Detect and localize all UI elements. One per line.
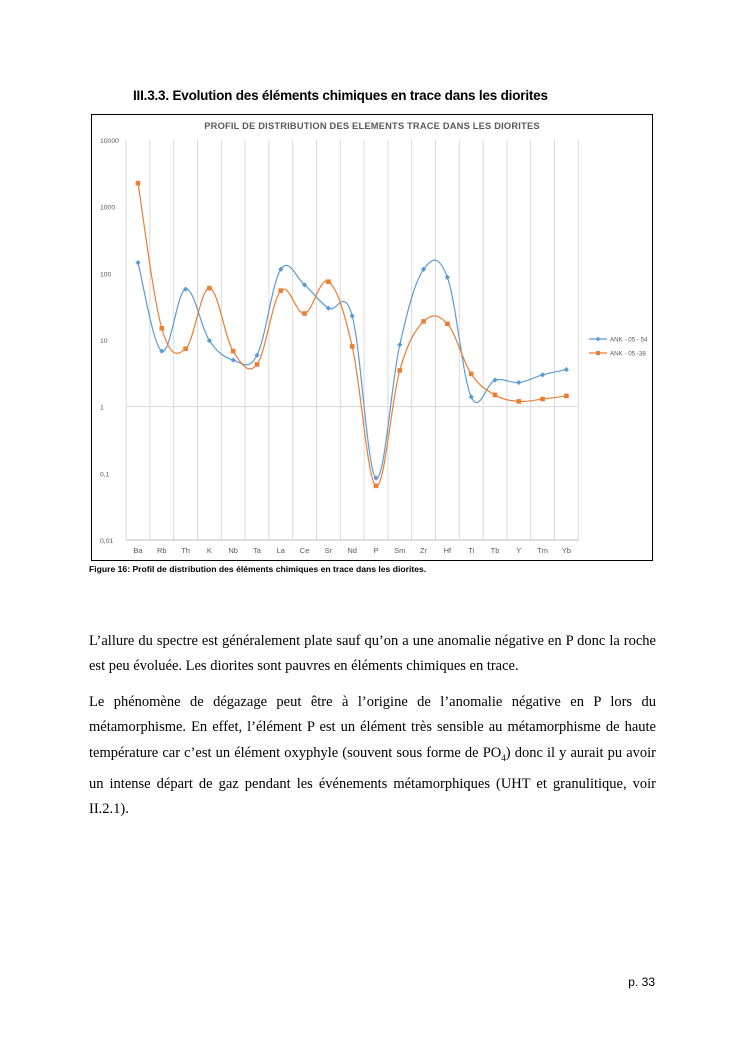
trace-element-chart	[91, 114, 653, 561]
chart-title: PROFIL DE DISTRIBUTION DES ELEMENTS TRACE DANS LES DIORITES	[204, 121, 540, 131]
y-tick-label: 10000	[100, 138, 119, 145]
series-2-point	[136, 181, 141, 186]
series-1-point	[350, 313, 355, 318]
series-1-point	[397, 342, 402, 347]
x-tick-label: La	[276, 546, 285, 555]
paragraph-2-part-a: Le phénomène de dégazage peut être à l’origine de l’anomalie négative en P lors du métamorphisme. En effet, l’élément P est un élément très sensible au métamorphisme de haute température car c’est un élément oxyphyle (souvent sous forme de PO	[89, 693, 656, 761]
series-2-point	[207, 286, 212, 291]
series-1-point	[469, 394, 474, 399]
series-2-point	[231, 349, 236, 354]
x-tick-label: Tm	[537, 546, 549, 555]
y-tick-label: 0,1	[100, 471, 110, 479]
series-1-point	[135, 260, 140, 265]
series-1-point	[564, 367, 569, 372]
paragraph-2-part-b: ) donc il y aurait pu avoir un intense départ de gaz pendant les événements métamorphiques (UHT et granulitique, voir II.2.1).	[89, 744, 657, 818]
series-2-point	[279, 288, 284, 293]
series-2-point	[493, 393, 498, 398]
series-2-point	[398, 368, 403, 373]
series-2-point	[326, 279, 331, 284]
x-tick-label: Yb	[561, 546, 571, 555]
legend-marker-2	[596, 351, 600, 355]
x-tick-label: P	[373, 546, 379, 555]
figure-caption: Figure 16: Profil de distribution des éléments chimiques en trace dans les diorites.	[89, 564, 427, 574]
series-2-point	[517, 399, 522, 404]
x-tick-label: Nb	[228, 546, 238, 555]
y-tick-label: 1	[100, 404, 104, 412]
series-1-point	[516, 380, 521, 385]
x-tick-label: Sm	[394, 546, 406, 555]
series-2-point	[564, 394, 569, 399]
series-2-point	[445, 321, 450, 326]
series-2-point	[421, 319, 426, 324]
x-tick-label: Ti	[468, 546, 475, 555]
paragraph-1: L’allure du spectre est généralement plate sauf qu’on a une anomalie négative en P donc la roche est peu évoluée. Les diorites sont pauvres en éléments chimiques en trace.	[89, 632, 656, 675]
x-tick-label: Zr	[420, 546, 428, 555]
legend-label-2: ANK - 05 -38	[610, 350, 646, 358]
chart-canvas	[92, 115, 652, 560]
paragraph-2-subscript: 4	[501, 752, 506, 763]
series-1-point	[540, 372, 545, 377]
legend-marker-1	[596, 337, 601, 342]
series-1-point	[231, 357, 236, 362]
x-tick-label: K	[206, 546, 212, 555]
section-heading: III.3.3. Evolution des éléments chimiques en trace dans les diorites	[133, 88, 548, 103]
series-2-point	[160, 326, 165, 331]
x-tick-label: Sr	[324, 546, 333, 555]
x-tick-label: Ta	[253, 546, 261, 555]
y-tick-label: 0,01	[100, 538, 114, 545]
series-2-point	[183, 346, 188, 351]
x-tick-label: Tb	[490, 546, 500, 555]
x-tick-label: Ba	[133, 546, 143, 555]
x-tick-label: Nd	[347, 546, 357, 555]
y-tick-label: 1000	[100, 204, 116, 212]
series-line-1	[138, 260, 566, 478]
series-2-point	[540, 397, 545, 402]
x-tick-label: Y	[516, 546, 522, 555]
y-tick-label: 10	[100, 338, 108, 345]
series-2-point	[255, 362, 260, 367]
series-1-point	[254, 353, 259, 358]
series-2-point	[469, 372, 474, 377]
series-2-point	[350, 344, 355, 349]
x-tick-label: Th	[181, 546, 190, 555]
page-number: p. 33	[628, 975, 655, 989]
y-tick-label: 100	[100, 271, 112, 279]
series-line-2	[138, 183, 566, 486]
x-tick-label: Hf	[443, 546, 452, 555]
x-tick-label: Rb	[157, 546, 167, 555]
legend-label-1: ANK - 05 - 54	[610, 336, 648, 344]
series-2-point	[374, 484, 379, 489]
x-tick-label: Ce	[299, 546, 310, 555]
series-1-point	[445, 275, 450, 280]
paragraph-2	[89, 690, 656, 823]
series-2-point	[302, 311, 307, 316]
